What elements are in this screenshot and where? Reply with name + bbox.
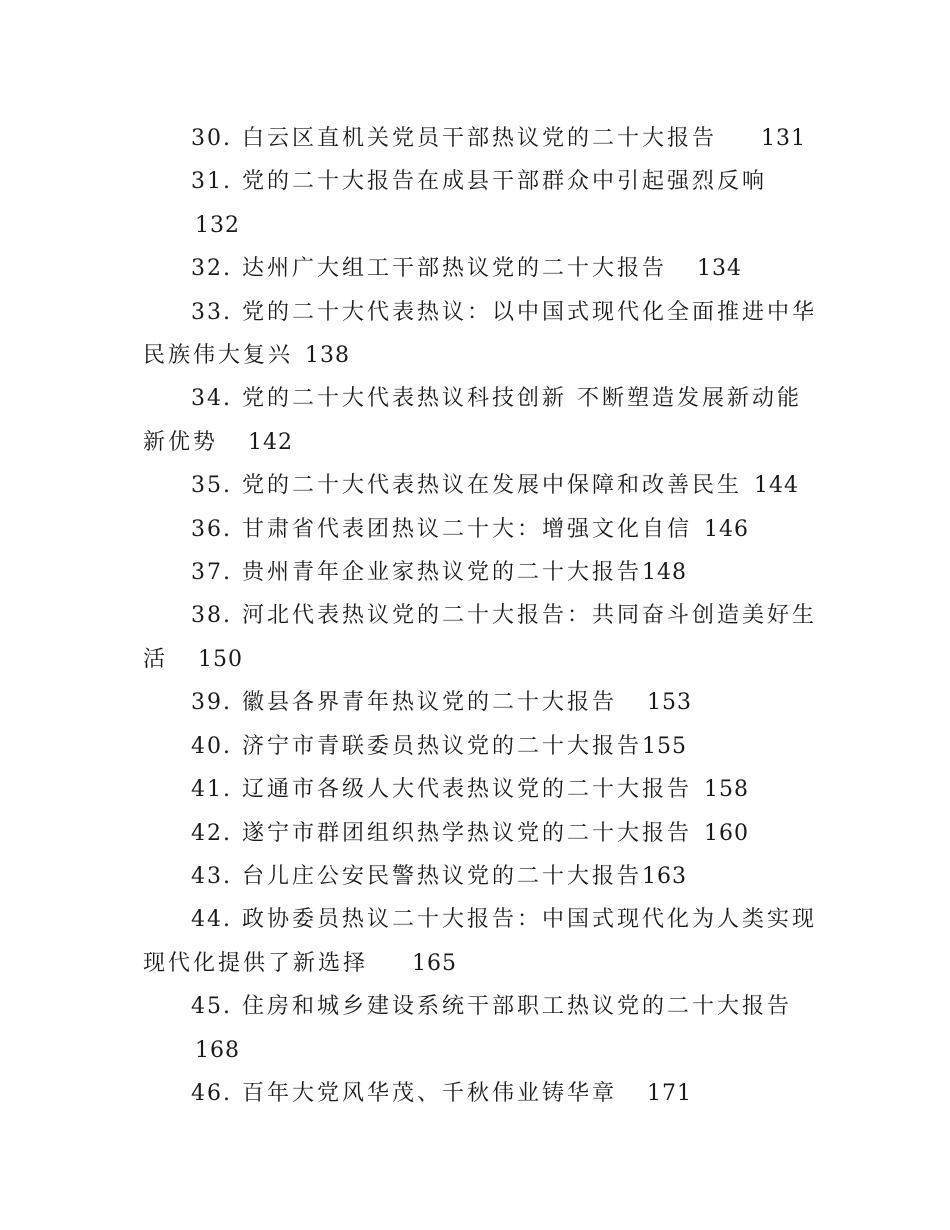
entry-number: 32. bbox=[191, 256, 232, 282]
entry-title: 住房和城乡建设系统干部职工热议党的二十大报告 bbox=[242, 994, 793, 1020]
entry-title-line2: 民族伟大复兴 bbox=[143, 343, 294, 369]
entry-number: 37. bbox=[191, 560, 232, 586]
entry-number: 40. bbox=[191, 733, 232, 759]
entry-number: 46. bbox=[191, 1080, 232, 1106]
entry-number: 41. bbox=[191, 777, 232, 803]
entry-page: 165 bbox=[412, 950, 458, 976]
toc-entry-40[interactable] bbox=[143, 725, 823, 768]
entry-title-line2: 现代化提供了新选择 bbox=[143, 950, 369, 976]
entry-number: 43. bbox=[191, 863, 232, 889]
entry-page: 160 bbox=[704, 820, 750, 846]
entry-title: 党的二十大代表热议在发展中保障和改善民生 bbox=[242, 473, 743, 499]
entry-title-line2: 新优势 bbox=[143, 429, 219, 455]
toc-entry-33[interactable] bbox=[143, 291, 823, 378]
entry-title: 党的二十大报告在成县干部群众中引起强烈反响 bbox=[242, 169, 768, 195]
toc-entry-31[interactable] bbox=[143, 160, 823, 247]
entry-title: 贵州青年企业家热议党的二十大报告 bbox=[242, 560, 643, 586]
entry-title-line1: 政协委员热议二十大报告：中国式现代化为人类实现 bbox=[242, 907, 818, 933]
toc-entry-34[interactable] bbox=[143, 377, 823, 464]
entry-title-line2: 活 bbox=[143, 646, 169, 672]
entry-page: 132 bbox=[195, 212, 240, 238]
toc-entry-46[interactable] bbox=[143, 1072, 823, 1115]
entry-page: 148 bbox=[642, 560, 688, 586]
entry-title-line1: 河北代表热议党的二十大报告：共同奋斗创造美好生 bbox=[242, 603, 818, 629]
toc-entry-42[interactable] bbox=[143, 812, 823, 855]
table-of-contents bbox=[143, 117, 823, 1115]
entry-page: 158 bbox=[704, 777, 750, 803]
entry-number: 42. bbox=[191, 820, 232, 846]
entry-title: 辽通市各级人大代表热议党的二十大报告 bbox=[242, 777, 693, 803]
entry-title: 甘肃省代表团热议二十大：增强文化自信 bbox=[242, 516, 693, 542]
entry-page: 168 bbox=[195, 1037, 240, 1063]
entry-page: 144 bbox=[754, 473, 800, 499]
entry-title-line1: 党的二十大代表热议：以中国式现代化全面推进中华 bbox=[242, 299, 818, 325]
entry-number: 44. bbox=[191, 907, 232, 933]
entry-page: 163 bbox=[642, 863, 688, 889]
entry-page: 138 bbox=[305, 343, 351, 369]
entry-number: 38. bbox=[191, 603, 232, 629]
toc-entry-44[interactable] bbox=[143, 898, 823, 985]
toc-entry-45[interactable] bbox=[143, 985, 823, 1072]
toc-entry-35[interactable] bbox=[143, 464, 823, 507]
entry-page: 146 bbox=[704, 516, 750, 542]
entry-page: 134 bbox=[697, 256, 743, 282]
toc-entry-39[interactable] bbox=[143, 681, 823, 724]
entry-title: 白云区直机关党员干部热议党的二十大报告 bbox=[242, 126, 718, 151]
toc-entry-37[interactable] bbox=[143, 551, 823, 594]
toc-entry-38[interactable] bbox=[143, 594, 823, 681]
entry-title: 徽县各界青年热议党的二十大报告 bbox=[242, 690, 618, 716]
entry-title: 百年大党风华茂、千秋伟业铸华章 bbox=[242, 1080, 618, 1106]
entry-page: 171 bbox=[647, 1080, 693, 1106]
entry-number: 35. bbox=[191, 473, 232, 499]
entry-title: 台儿庄公安民警热议党的二十大报告 bbox=[242, 863, 643, 889]
entry-number: 39. bbox=[191, 690, 232, 716]
entry-page: 153 bbox=[647, 690, 693, 716]
entry-page: 155 bbox=[642, 733, 688, 759]
entry-title: 遂宁市群团组织热学热议党的二十大报告 bbox=[242, 820, 693, 846]
entry-page: 150 bbox=[198, 646, 244, 672]
toc-entry-32[interactable] bbox=[143, 247, 823, 290]
entry-page: 142 bbox=[248, 429, 294, 455]
entry-number: 36. bbox=[191, 516, 232, 542]
toc-entry-43[interactable] bbox=[143, 855, 823, 898]
entry-title-line1: 党的二十大代表热议科技创新 不断塑造发展新动能 bbox=[242, 386, 802, 412]
entry-title: 达州广大组工干部热议党的二十大报告 bbox=[242, 256, 668, 282]
toc-entry-30[interactable] bbox=[143, 117, 823, 160]
entry-page: 131 bbox=[761, 126, 807, 151]
entry-title: 济宁市青联委员热议党的二十大报告 bbox=[242, 733, 643, 759]
entry-number: 30. bbox=[191, 126, 232, 151]
entry-number: 34. bbox=[191, 386, 232, 412]
entry-number: 33. bbox=[191, 299, 232, 325]
entry-number: 45. bbox=[191, 994, 232, 1020]
toc-entry-36[interactable] bbox=[143, 508, 823, 551]
toc-entry-41[interactable] bbox=[143, 768, 823, 811]
entry-number: 31. bbox=[191, 169, 232, 195]
